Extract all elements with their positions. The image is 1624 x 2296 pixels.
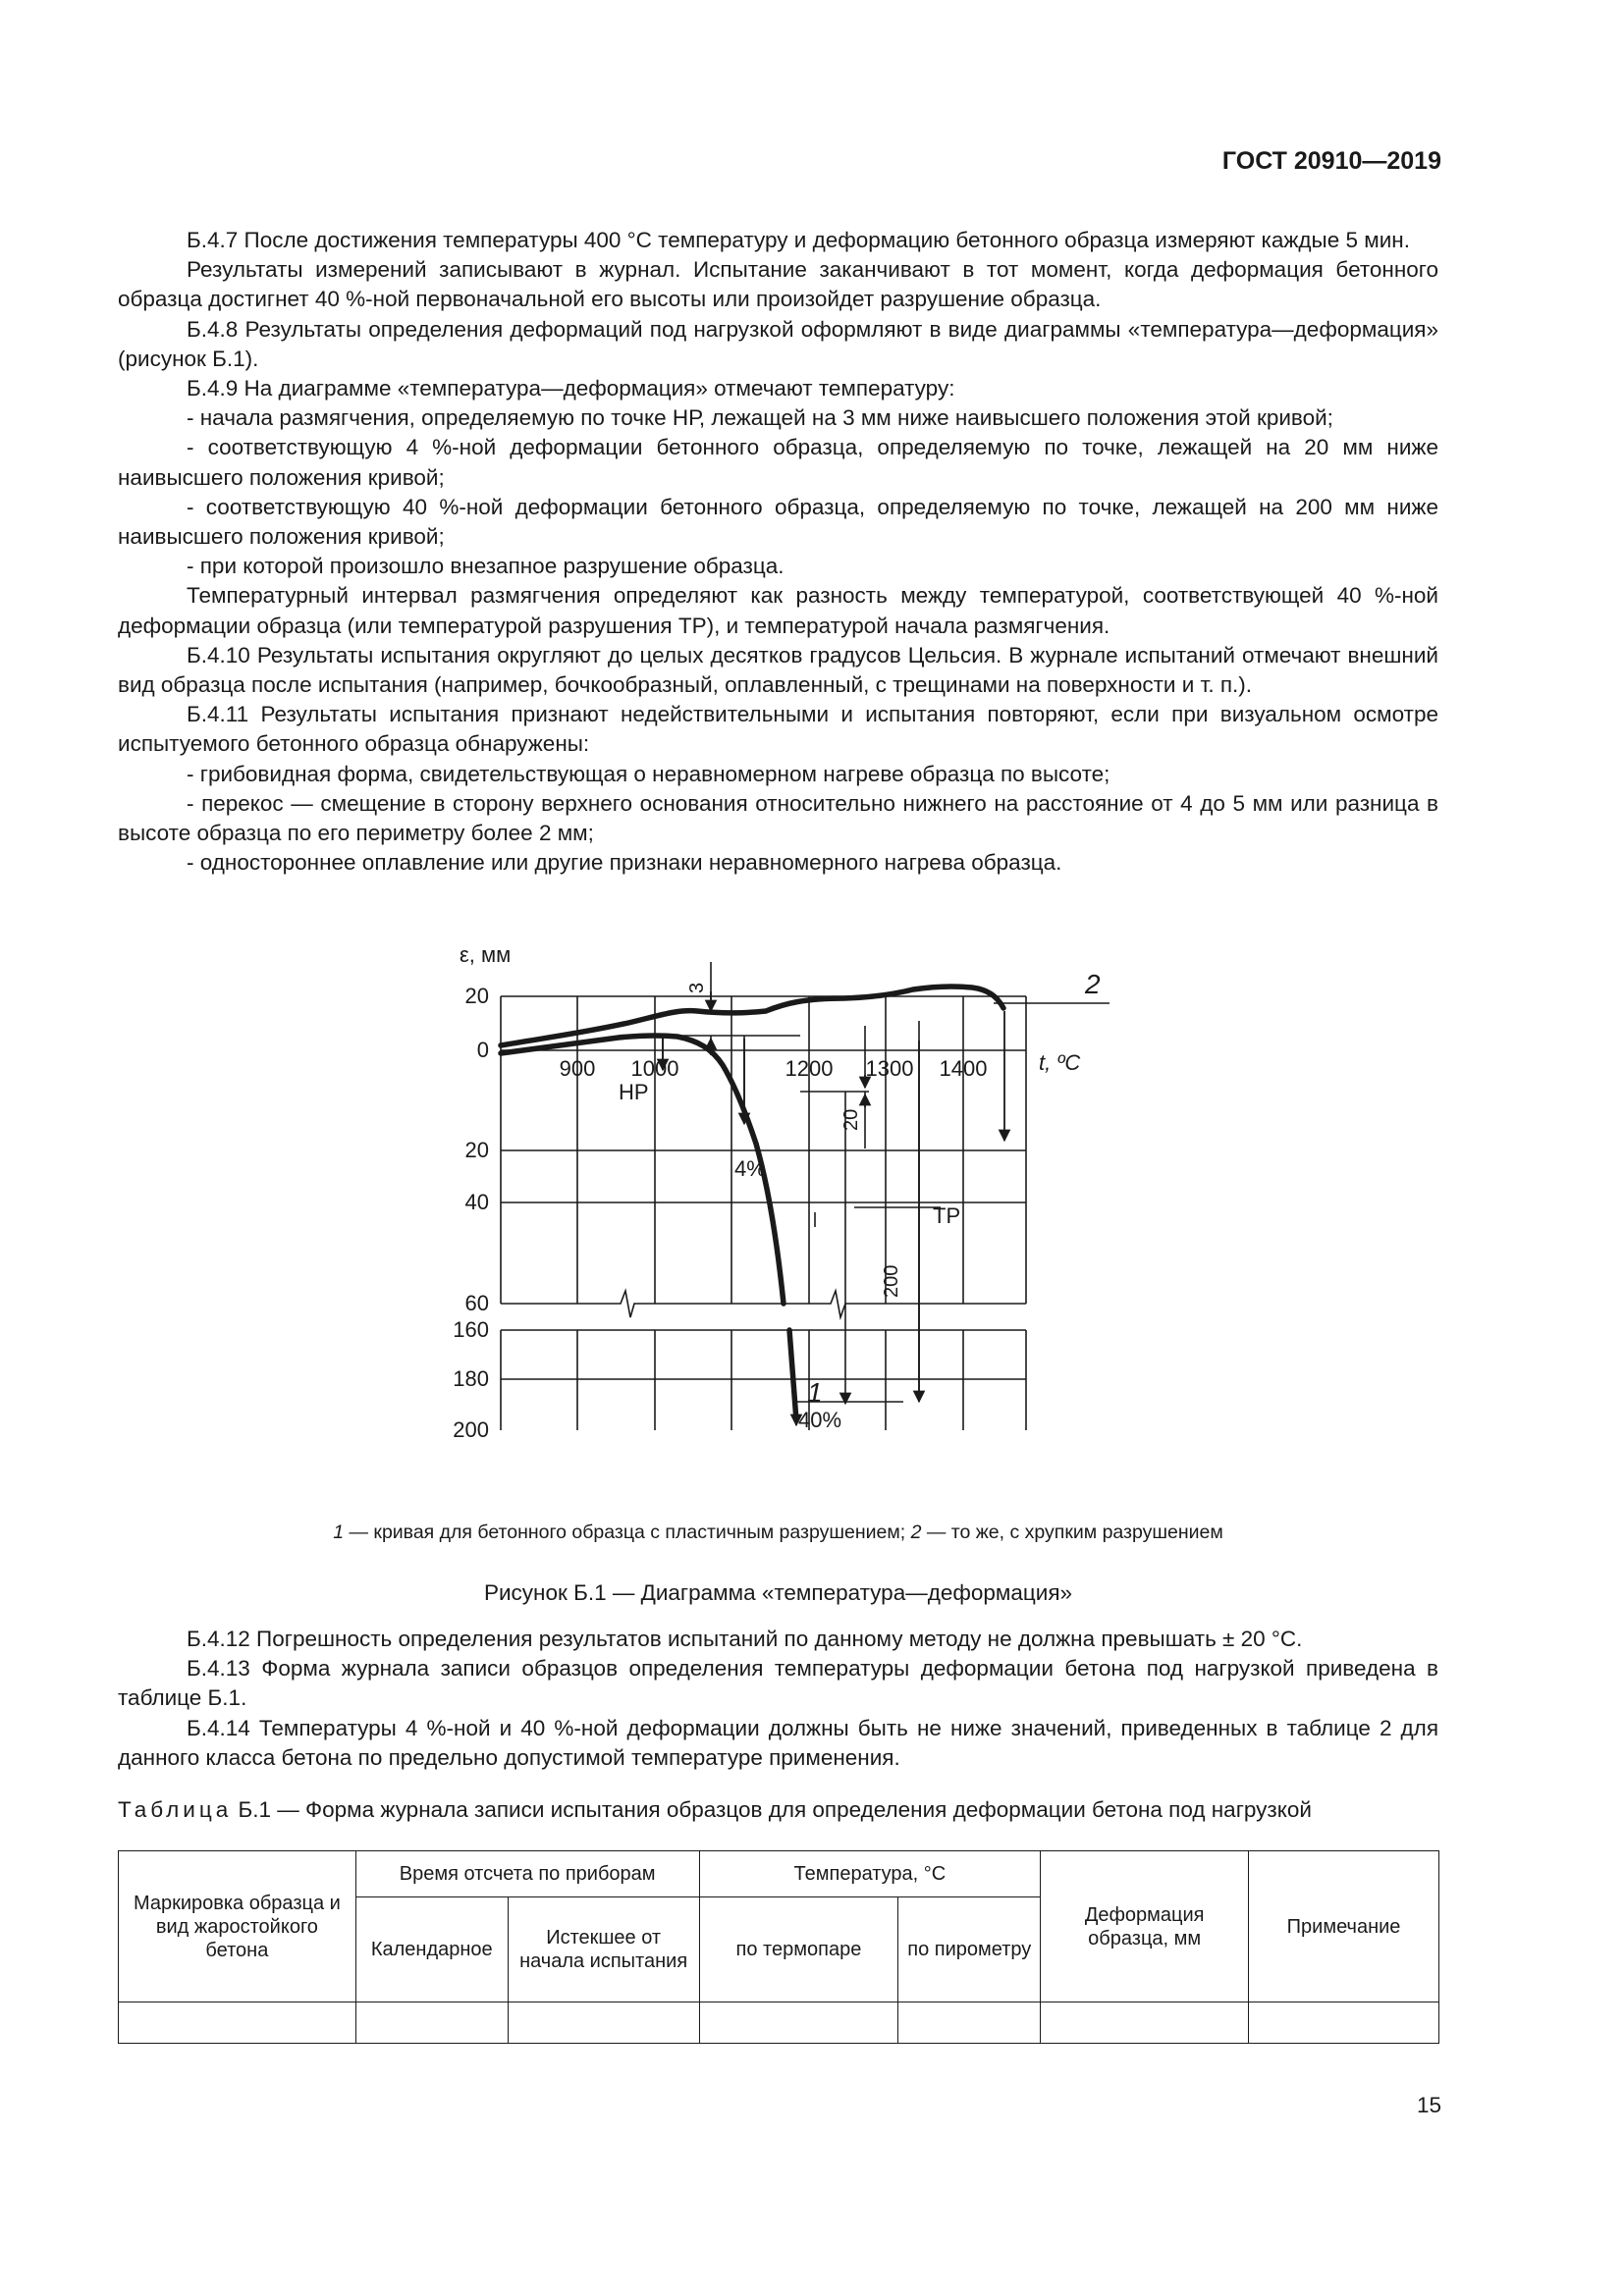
paragraph: Б.4.10 Результаты испытания округляют до целых десятков градусов Цельсия. В журнале испытаний отмечают внешний вид образца после испытания (например, бочкообразный, оплавленный, с трещинами на поверхности и т. п.). <box>118 642 1438 698</box>
paragraph: Б.4.7 После достижения температуры 400 °С температуру и деформацию бетонного образца измеряют каждые 5 мин. <box>187 228 1410 252</box>
temperature-deformation-diagram <box>432 933 1139 1502</box>
list-item: - при которой произошло внезапное разрушение образца. <box>187 554 785 579</box>
y-axis-label: ε, мм <box>460 942 512 967</box>
y-tick-label: 200 <box>453 1417 489 1442</box>
dimension-label-200: 200 <box>881 1264 902 1298</box>
y-tick-label: 20 <box>464 984 489 1008</box>
y-tick-label: 20 <box>464 1138 489 1162</box>
col-note-header: Примечание <box>1249 1851 1439 2002</box>
sub-calendar-header: Календарное <box>355 1897 508 2002</box>
softening-point-label: НР <box>619 1080 649 1104</box>
legend-number: 2 <box>910 1522 922 1543</box>
dimension-label-3: 3 <box>686 982 708 993</box>
figure-caption: Рисунок Б.1 — Диаграмма «температура—деформация» <box>483 1580 1073 1605</box>
table-cell <box>699 2002 898 2044</box>
paragraph: Б.4.11 Результаты испытания признают недействительными и испытания повторяют, если при визуальном осмотре испытуемого бетонного образца обнаружены: <box>118 702 1438 757</box>
y-tick-label: 40 <box>464 1190 489 1214</box>
diagram-svg <box>432 933 1139 1502</box>
forty-percent-label: 40% <box>798 1408 842 1432</box>
legend-text: — то же, с хрупким разрушением <box>921 1522 1223 1543</box>
page-number: 15 <box>1416 2093 1441 2117</box>
paragraph: Температурный интервал размягчения определяют как разность между температурой, соответствующей 40 %-ной деформации образца (или температурой разрушения ТР), и температурой начала размягчения. <box>118 583 1438 638</box>
x-tick-label: 1300 <box>865 1056 914 1081</box>
table-cell <box>508 2002 699 2044</box>
lower-grid <box>501 1330 1026 1430</box>
x-tick-label: 900 <box>559 1056 596 1081</box>
table-row <box>119 2002 1439 2044</box>
table-cell <box>1249 2002 1439 2044</box>
list-item: - соответствующую 4 %-ной деформации бетонного образца, определяемую по точке, лежащей на 20 мм ниже наивысшего положения кривой; <box>118 435 1438 490</box>
list-item: - соответствующую 40 %-ной деформации бетонного образца, определяемую по точке, лежащей на 200 мм ниже наивысшего положения кривой; <box>118 494 1438 550</box>
col-marking-header: Маркировка образца и вид жаростойкого бетона <box>119 1851 356 2002</box>
list-item: - начала размягчения, определяемую по точке НР, лежащей на 3 мм ниже наивысшего положения этой кривой; <box>187 405 1333 431</box>
x-axis-label: t, ºС <box>1039 1050 1081 1075</box>
paragraph: Б.4.12 Погрешность определения результатов испытаний по данному методу не должна превышать ± 20 °С. <box>187 1627 1303 1651</box>
y-tick-label: 60 <box>464 1291 489 1315</box>
sub-pyrometer-header: по пирометру <box>898 1897 1041 2002</box>
curve-2 <box>501 987 1003 1045</box>
y-tick-label: 160 <box>453 1317 489 1342</box>
x-tick-label: 1000 <box>630 1056 679 1081</box>
sub-thermocouple-header: по термопаре <box>699 1897 898 2002</box>
x-tick-label: 1400 <box>939 1056 988 1081</box>
list-item: - перекос — смещение в сторону верхнего основания относительно нижнего на расстояние от 4 до 5 мм или разница в высоте образца по его периметру более 2 мм; <box>118 790 1438 846</box>
group-time-header: Время отсчета по приборам <box>355 1851 699 1897</box>
curve-1-tail <box>789 1330 796 1420</box>
paragraph: Результаты измерений записывают в журнал. Испытание заканчивают в тот момент, когда деформация бетонного образца достигнет 40 %-ной первоначальной его высоты или произойдет разрушение образца. <box>118 257 1438 312</box>
legend-text: — кривая для бетонного образца с пластичным разрушением; <box>344 1522 911 1543</box>
table-cell <box>1041 2002 1249 2044</box>
table-title-prefix: Таблица <box>118 1797 233 1822</box>
body-text <box>118 226 1438 878</box>
sub-elapsed-header: Истекшее от начала испытания <box>508 1897 699 2002</box>
dimension-lines <box>663 962 941 1402</box>
four-percent-label: 4% <box>734 1156 766 1181</box>
curve-1-label: 1 <box>807 1377 823 1408</box>
curve-2-label: 2 <box>1085 969 1101 999</box>
col-deformation-header: Деформация образца, мм <box>1041 1851 1249 2002</box>
lower-text <box>118 1625 1438 1773</box>
list-item: - грибовидная форма, свидетельствующая о неравномерном нагреве образца по высоте; <box>187 761 1110 786</box>
paragraph: Б.4.14 Температуры 4 %-ной и 40 %-ной деформации должны быть не ниже значений, приведенных в таблице 2 для данного класса бетона по предельно допустимой температуре применения. <box>118 1715 1438 1770</box>
table-cell <box>898 2002 1041 2044</box>
table-title <box>118 1797 1438 1823</box>
group-temperature-header: Температура, °С <box>699 1851 1041 1897</box>
table-cell <box>355 2002 508 2044</box>
failure-temperature-label: ТР <box>933 1203 961 1228</box>
list-item: - одностороннее оплавление или другие признаки неравномерного нагрева образца. <box>187 850 1062 876</box>
paragraph: Б.4.9 На диаграмме «температура—деформация» отмечают температуру: <box>187 376 955 401</box>
table-cell <box>119 2002 356 2044</box>
y-tick-label: 0 <box>476 1038 489 1062</box>
legend-number: 1 <box>333 1522 345 1543</box>
y-tick-label: 180 <box>453 1366 489 1391</box>
paragraph: Б.4.13 Форма журнала записи образцов определения температуры деформации бетона под нагрузкой приведена в таблице Б.1. <box>118 1656 1438 1711</box>
dimension-label-20: 20 <box>840 1108 862 1131</box>
table-title-text: Б.1 — Форма журнала записи испытания образцов для определения деформации бетона под нагрузкой <box>232 1797 1312 1822</box>
journal-table <box>118 1850 1439 2044</box>
figure-legend <box>118 1522 1438 1544</box>
x-tick-label: 1200 <box>785 1056 834 1081</box>
document-id: ГОСТ 20910—2019 <box>1221 147 1441 175</box>
paragraph: Б.4.8 Результаты определения деформаций под нагрузкой оформляют в виде диаграммы «температура—деформация» (рисунок Б.1). <box>118 316 1438 371</box>
